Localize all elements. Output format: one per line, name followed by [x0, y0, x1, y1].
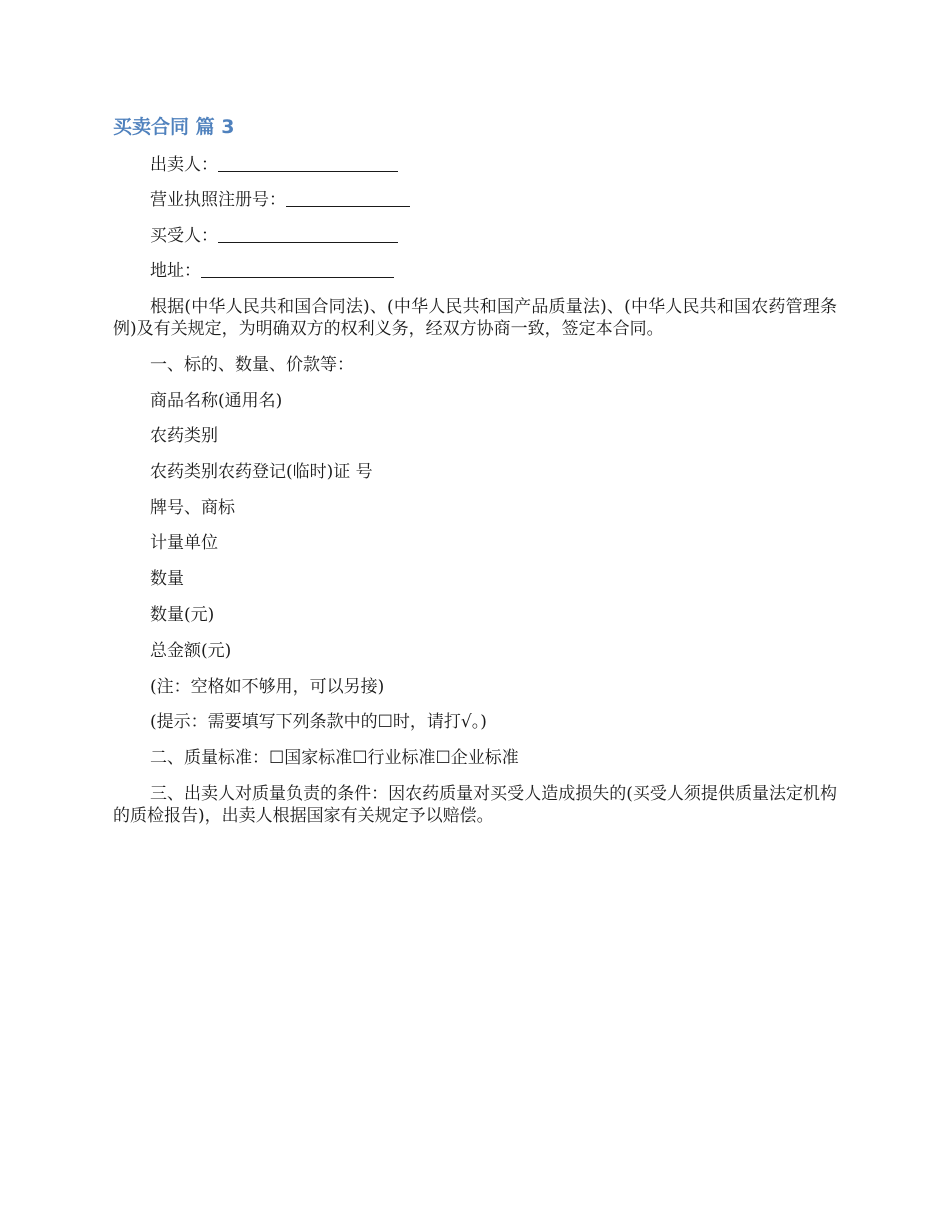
item-product-name: 商品名称(通用名) [150, 391, 283, 411]
buyer-label: 买受人： [150, 226, 218, 246]
address-blank-line [201, 261, 394, 278]
business-license-field [150, 189, 410, 211]
item-brand-trademark: 牌号、商标 [150, 498, 235, 518]
seller-field [150, 154, 398, 176]
item-unit: 计量单位 [150, 533, 218, 553]
buyer-blank-line [218, 226, 398, 243]
intro-paragraph: 根据(中华人民共和国合同法)、(中华人民共和国产品质量法)、(中华人民共和国农药管理条例)及有关规定，为明确双方的权利义务，经双方协商一致，签定本合同。 [113, 297, 837, 339]
seller-label: 出卖人： [150, 155, 218, 175]
item-total-amount: 总金额(元) [150, 641, 232, 661]
address-label: 地址： [150, 261, 201, 281]
item-registration-number: 农药类别农药登记(临时)证 号 [150, 462, 373, 482]
item-quantity-yuan: 数量(元) [150, 605, 215, 625]
section1-heading: 一、标的、数量、价款等： [150, 355, 354, 375]
note-text: (注：空格如不够用，可以另接) [150, 677, 385, 697]
business-license-blank-line [286, 190, 410, 207]
business-license-label: 营业执照注册号： [150, 190, 286, 210]
buyer-field [150, 225, 398, 247]
section3-paragraph: 三、出卖人对质量负责的条件：因农药质量对买受人造成损失的(买受人须提供质量法定机构的质检报告)，出卖人根据国家有关规定予以赔偿。 [113, 784, 837, 826]
document-title: 买卖合同 篇 3 [113, 116, 235, 138]
item-pesticide-category: 农药类别 [150, 426, 218, 446]
hint-text: (提示：需要填写下列条款中的☐时，请打√。) [150, 712, 487, 732]
section2-quality-standard: 二、质量标准：☐国家标准☐行业标准☐企业标准 [150, 748, 519, 768]
address-field [150, 260, 394, 282]
seller-blank-line [218, 155, 398, 172]
item-quantity: 数量 [150, 569, 184, 589]
